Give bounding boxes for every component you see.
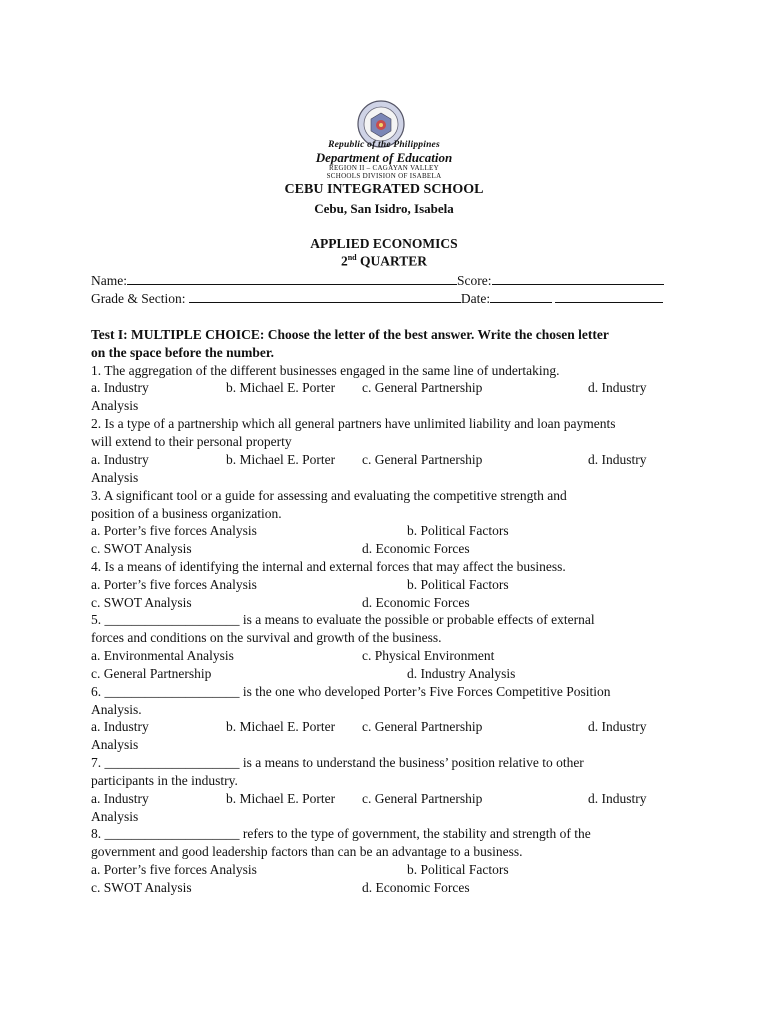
- question-1: 1. The aggregation of the different businesses engaged in the same line of undertaking.: [91, 363, 560, 378]
- q5-choice-d: d. Industry Analysis: [407, 666, 516, 681]
- question-7-line-1: 7. ____________________ is a means to understand the business’ position relative to other: [91, 755, 584, 770]
- name-score-row: [91, 272, 691, 290]
- question-6-line-2: Analysis.: [91, 702, 142, 717]
- region-line: REGION II – CAGAYAN VALLEY: [329, 164, 439, 172]
- q2-choice-b: b. Michael E. Porter: [226, 452, 336, 467]
- name-label: Name:: [91, 273, 127, 288]
- division-line: SCHOOLS DIVISION OF ISABELA: [326, 172, 442, 180]
- question-8-line-1: 8. ____________________ refers to the type of government, the stability and strength of the: [91, 826, 591, 841]
- department-line: Department of Education: [315, 150, 453, 165]
- q6-choice-a: a. Industry: [91, 719, 149, 734]
- q2-choice-d: d. Industry: [588, 452, 647, 467]
- q7-choice-d: d. Industry: [588, 791, 647, 806]
- quarter-suffix: nd: [347, 253, 357, 262]
- q4-choice-d: d. Economic Forces: [362, 595, 470, 610]
- q8-choice-d: d. Economic Forces: [362, 880, 470, 895]
- q5-choice-a: a. Environmental Analysis: [91, 648, 234, 663]
- instructions-line-1: Test I: MULTIPLE CHOICE: Choose the letter of the best answer. Write the chosen letter: [91, 327, 609, 342]
- question-8-line-2: government and good leadership factors than can be an advantage to a business.: [91, 844, 523, 859]
- score-label: Score:: [457, 273, 492, 288]
- q8-choice-b: b. Political Factors: [407, 862, 509, 877]
- q7-choice-c: c. General Partnership: [362, 791, 483, 806]
- school-name: CEBU INTEGRATED SCHOOL: [284, 182, 484, 197]
- question-2-line-1: 2. Is a type of a partnership which all general partners have unlimited liability and loan payments: [91, 416, 616, 431]
- school-address: Cebu, San Isidro, Isabela: [314, 201, 454, 216]
- q6-choice-d: d. Industry: [588, 719, 647, 734]
- q4-choice-c: c. SWOT Analysis: [91, 595, 192, 610]
- q4-choice-b: b. Political Factors: [407, 577, 509, 592]
- q1-choice-d: d. Industry: [588, 380, 647, 395]
- quarter-word: QUARTER: [359, 253, 428, 269]
- question-6-line-1: 6. ____________________ is the one who developed Porter’s Five Forces Competitive Position: [91, 684, 611, 699]
- question-7-line-2: participants in the industry.: [91, 773, 238, 788]
- q6-choice-d-cont: Analysis: [91, 737, 139, 752]
- grade-section-blank[interactable]: [189, 290, 461, 303]
- q3-choice-d: d. Economic Forces: [362, 541, 470, 556]
- name-blank[interactable]: [127, 272, 457, 285]
- date-label: Date:: [460, 291, 491, 306]
- q3-choice-a: a. Porter’s five forces Analysis: [91, 523, 257, 538]
- question-3-line-1: 3. A significant tool or a guide for assessing and evaluating the competitive strength and: [91, 488, 567, 503]
- q1-choice-c: c. General Partnership: [362, 380, 483, 395]
- question-5-line-2: forces and conditions on the survival and growth of the business.: [91, 630, 442, 645]
- q1-choice-a: a. Industry: [91, 380, 149, 395]
- q6-choice-c: c. General Partnership: [362, 719, 483, 734]
- subject-title: APPLIED ECONOMICS: [310, 236, 458, 251]
- q3-choice-b: b. Political Factors: [407, 523, 509, 538]
- question-4: 4. Is a means of identifying the internal and external forces that may affect the business.: [91, 559, 566, 574]
- question-2-line-2: will extend to their personal property: [91, 434, 292, 449]
- date-blank-2[interactable]: [555, 290, 663, 303]
- q1-choice-b: b. Michael E. Porter: [226, 380, 336, 395]
- instructions-line-2: on the space before the number.: [91, 345, 274, 360]
- q8-choice-c: c. SWOT Analysis: [91, 880, 192, 895]
- quarter-title: [0, 253, 768, 270]
- q4-choice-a: a. Porter’s five forces Analysis: [91, 577, 257, 592]
- q5-choice-c: c. Physical Environment: [362, 648, 495, 663]
- republic-line: Republic of the Philippines: [328, 140, 440, 150]
- q7-choice-d-cont: Analysis: [91, 809, 139, 824]
- q2-choice-a: a. Industry: [91, 452, 149, 467]
- q1-choice-d-cont: Analysis: [91, 398, 139, 413]
- q7-choice-a: a. Industry: [91, 791, 149, 806]
- q3-choice-c: c. SWOT Analysis: [91, 541, 192, 556]
- q5-choice-c-gp: c. General Partnership: [91, 666, 212, 681]
- quarter-number: 2: [340, 253, 348, 269]
- q2-choice-d-cont: Analysis: [91, 470, 139, 485]
- date-blank-1[interactable]: [490, 290, 552, 303]
- score-blank[interactable]: [492, 272, 664, 285]
- question-3-line-2: position of a business organization.: [91, 506, 282, 521]
- q6-choice-b: b. Michael E. Porter: [226, 719, 336, 734]
- q7-choice-b: b. Michael E. Porter: [226, 791, 336, 806]
- q2-choice-c: c. General Partnership: [362, 452, 483, 467]
- grade-section-label: Grade & Section:: [91, 291, 186, 306]
- question-5-line-1: 5. ____________________ is a means to evaluate the possible or probable effects of external: [91, 612, 595, 627]
- grade-date-row: [91, 290, 691, 308]
- q8-choice-a: a. Porter’s five forces Analysis: [91, 862, 257, 877]
